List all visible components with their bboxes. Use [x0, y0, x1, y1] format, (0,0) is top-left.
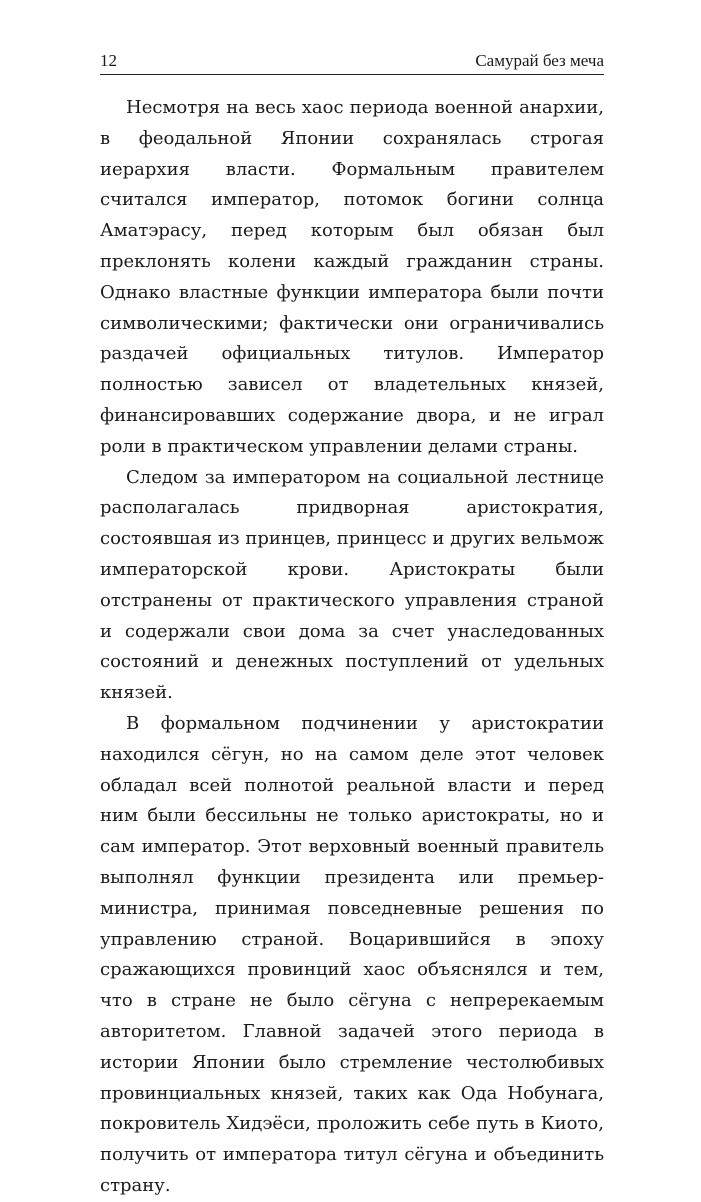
book-title: Самурай без меча — [475, 51, 604, 70]
paragraph: Несмотря на весь хаос периода военной анархии, в феодальной Японии сохранялась строгая иерархия власти. Формальным правителем считался император, потомок богини солнца Аматэрасу, перед которым был обязан был преклонять колени каждый гражданин страны. Однако властные функции императора были почти символическими; фактически они ограничивались раздачей официальных титулов. Император полностью зависел от владетельных князей, финансировавших содержание двора, и не играл роли в практическом управлении делами страны. — [100, 97, 604, 457]
paragraph: В формальном подчинении у аристократии находился сёгун, но на самом деле этот человек обладал всей полнотой реальной власти и перед ним были бессильны не только аристократы, но и сам император. Этот верховный военный правитель выполнял функции президента или премьер-министра, принимая повседневные решения по управлению страной. Воцарившийся в эпоху сражающихся провинций хаос объяснялся и тем, что в стране не было сёгуна с непререкаемым авторитетом. Главной задачей этого периода в истории Японии было стремление честолюбивых провинциальных князей, таких как Ода Нобунага, покровитель Хидэёси, проложить себе путь в Киото, получить от императора титул сёгуна и объединить страну. — [100, 712, 604, 1196]
paragraph: Следом за императором на социальной лестнице располагалась придворная аристократия, состоявшая из принцев, принцесс и других вельмож императорской крови. Аристократы были отстранены от практического управления страной и содержали свои дома за счет унаследованных состояний и денежных поступлений от удельных князей. — [100, 466, 604, 704]
book-page — [100, 48, 604, 1202]
running-header — [100, 48, 604, 75]
body-text — [100, 93, 604, 1202]
page-number: 12 — [100, 51, 117, 70]
